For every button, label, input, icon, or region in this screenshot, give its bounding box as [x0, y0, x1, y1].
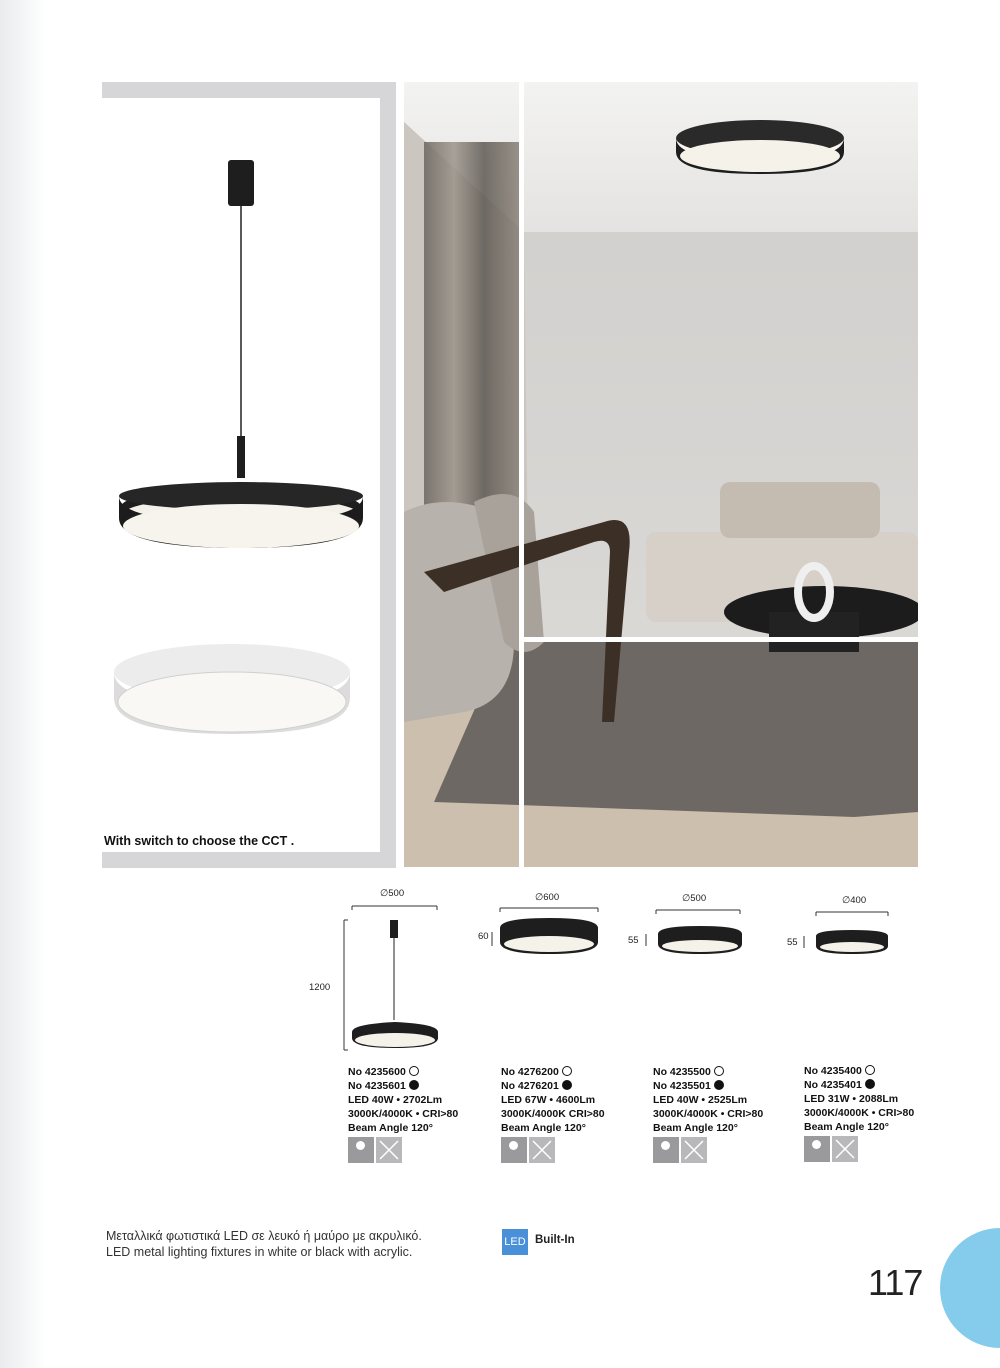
- product-frame: [102, 82, 396, 868]
- spec-code-white: No 4235600: [348, 1065, 488, 1079]
- description: [106, 1228, 422, 1260]
- spec-beam: Beam Angle 120°: [501, 1122, 586, 1134]
- dim-height-1: 1200: [309, 982, 331, 993]
- spec-cct: 3000K/4000K • CRI>80: [653, 1108, 764, 1120]
- spec-beam: Beam Angle 120°: [804, 1121, 889, 1133]
- white-swatch-icon: [562, 1066, 572, 1076]
- beam-angle-icon: [501, 1137, 527, 1163]
- spec-cct: 3000K/4000K • CRI>80: [804, 1107, 915, 1119]
- black-swatch-icon: [714, 1080, 724, 1090]
- room-photo: [404, 82, 918, 867]
- room-illustration: [404, 82, 918, 867]
- beam-angle-icon: [804, 1136, 830, 1162]
- not-dimmable-icon: [529, 1137, 555, 1163]
- black-swatch-icon: [562, 1080, 572, 1090]
- white-swatch-icon: [714, 1066, 724, 1076]
- led-badge-icon: LED: [502, 1229, 528, 1255]
- led-built-in-label: Built-In: [535, 1234, 575, 1246]
- page-number: 117: [868, 1262, 923, 1303]
- dim-height-4: 55: [787, 937, 798, 948]
- spec-code-black: No 4276201: [501, 1079, 641, 1093]
- spec-block-1: [348, 1065, 488, 1163]
- dim-height-2: 60: [478, 931, 489, 942]
- product-frame-inner: [102, 98, 380, 852]
- black-swatch-icon: [865, 1079, 875, 1089]
- spec-cct: 3000K/4000K CRI>80: [501, 1108, 605, 1120]
- beam-angle-icon: [653, 1137, 679, 1163]
- product-photos: [102, 98, 380, 852]
- spec-beam: Beam Angle 120°: [348, 1122, 433, 1134]
- dim-diameter-2: ∅600: [535, 892, 560, 903]
- not-dimmable-icon: [681, 1137, 707, 1163]
- not-dimmable-icon: [376, 1137, 402, 1163]
- spec-power: LED 31W • 2088Lm: [804, 1093, 899, 1105]
- black-swatch-icon: [409, 1080, 419, 1090]
- description-english: LED metal lighting fixtures in white or black with acrylic.: [106, 1245, 413, 1259]
- spec-code-white: No 4276200: [501, 1065, 641, 1079]
- spec-beam: Beam Angle 120°: [653, 1122, 738, 1134]
- spec-block-2: [501, 1065, 641, 1163]
- spec-code-white: No 4235400: [804, 1064, 944, 1078]
- description-greek: Μεταλλικά φωτιστικά LED σε λευκό ή μαύρο με ακρυλικό.: [106, 1229, 422, 1243]
- dim-diameter-1: ∅500: [380, 888, 405, 899]
- white-swatch-icon: [865, 1065, 875, 1075]
- not-dimmable-icon: [832, 1136, 858, 1162]
- spec-code-black: No 4235401: [804, 1078, 944, 1092]
- spec-block-3: [653, 1065, 793, 1163]
- dim-height-3: 55: [628, 935, 639, 946]
- white-swatch-icon: [409, 1066, 419, 1076]
- dim-diameter-3: ∅500: [682, 893, 707, 904]
- cct-caption: With switch to choose the CCT .: [104, 834, 295, 848]
- page-tab: [940, 1228, 1000, 1348]
- spec-cct: 3000K/4000K • CRI>80: [348, 1108, 459, 1120]
- spec-code-black: No 4235501: [653, 1079, 793, 1093]
- dim-diameter-4: ∅400: [842, 895, 867, 906]
- spec-code-black: No 4235601: [348, 1079, 488, 1093]
- spec-power: LED 40W • 2525Lm: [653, 1094, 748, 1106]
- spec-code-white: No 4235500: [653, 1065, 793, 1079]
- spec-power: LED 67W • 4600Lm: [501, 1094, 596, 1106]
- side-strip: [0, 0, 46, 1368]
- spec-power: LED 40W • 2702Lm: [348, 1094, 443, 1106]
- beam-angle-icon: [348, 1137, 374, 1163]
- dimension-drawings: [330, 880, 930, 1070]
- spec-block-4: [804, 1064, 944, 1162]
